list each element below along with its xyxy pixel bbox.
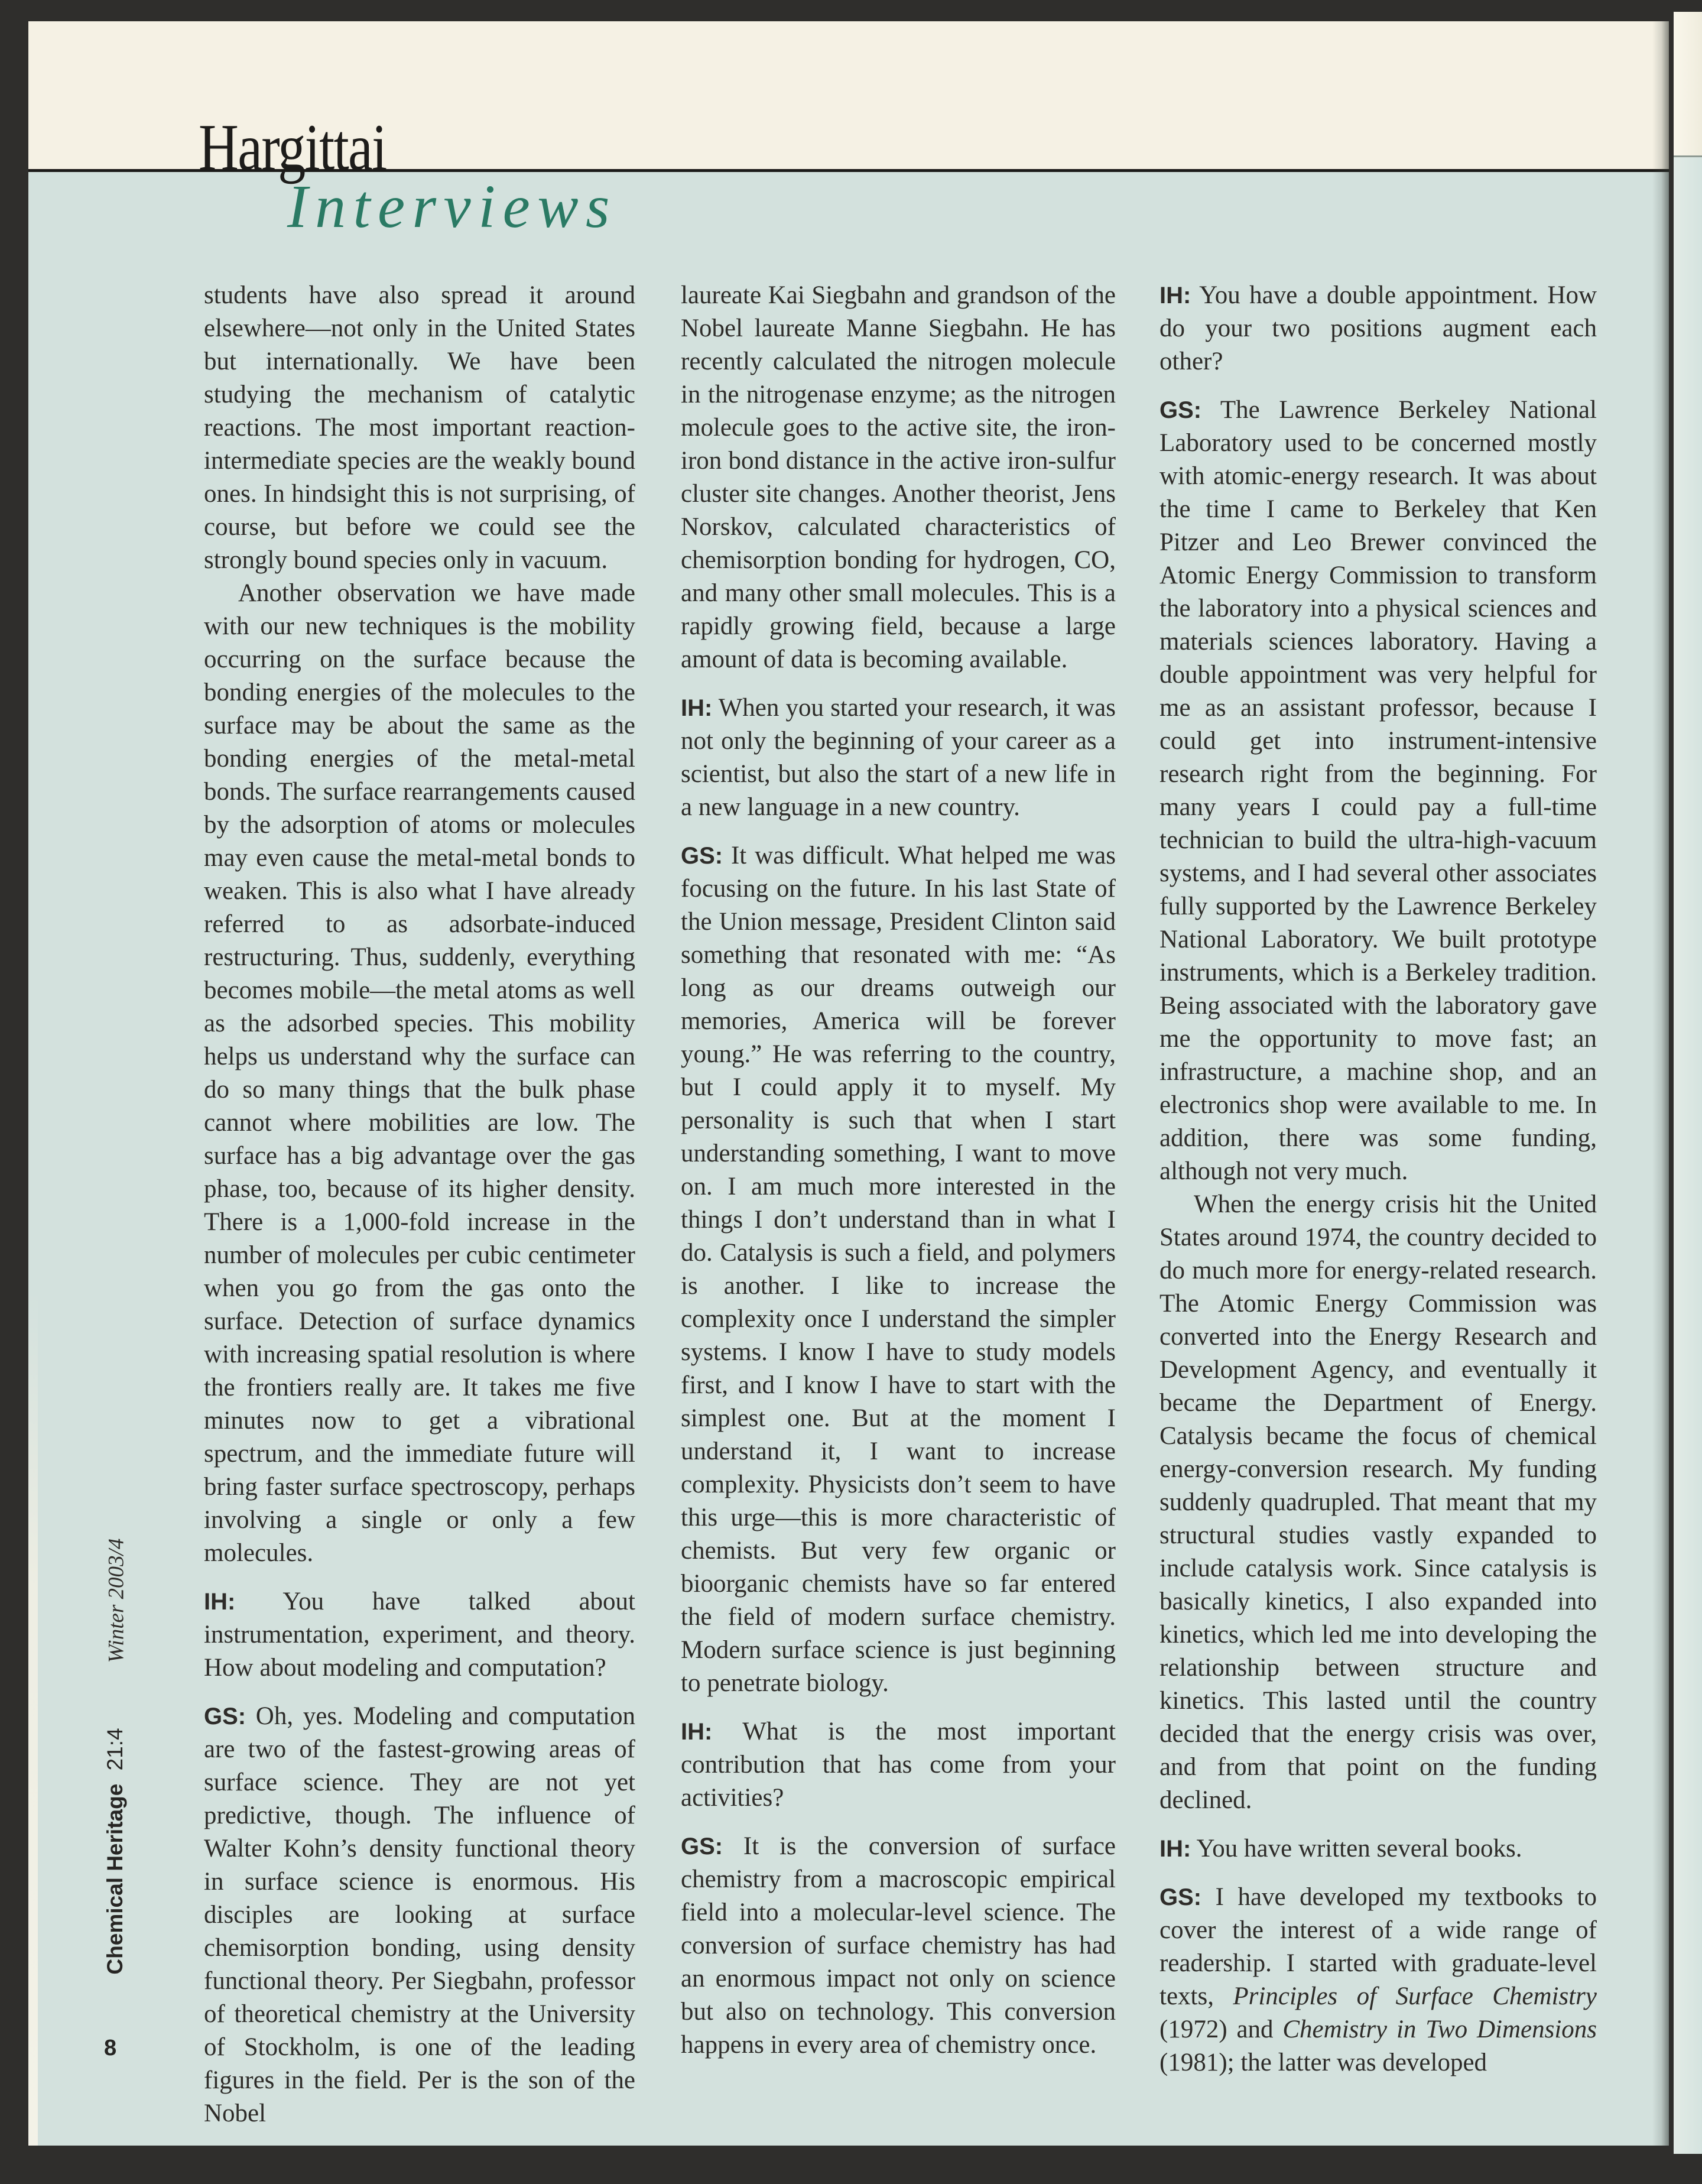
next-page-green [1674,157,1702,2154]
paragraph: When the energy crisis hit the United States around 1974, the country decided to do much more for energy-related research. The Atomic Energy Commission was converted into the Energy Research and Development Agency, and eventually it became the Department of Energy. Catalysis became the focus of chemical energy-conversion research. My funding suddenly quadrupled. That meant that my structural studies vastly expanded to include catalysis work. Since catalysis is basically kinetics, I also expanded into kinetics, which led me into developing the relationship between structure and kinetics. This lasted until the country decided that the energy crisis was over, and from that point on the funding declined. [1159,1190,1597,1814]
paragraph: GS: I have developed my textbooks to cover the interest of a wide range of readership. I started with graduate-level texts, Principles of Surface Chemistry (1972) and Chemistry in Two Dimensions (1981); the latter was developed [1159,1883,1597,2076]
paragraph: IH: You have written several books. [1159,1835,1522,1862]
speaker-label: GS: [1159,397,1202,423]
paragraph: IH: When you started your research, it was not only the beginning of your career as a scientist, but also the start of a new life in a new language in a new country. [681,694,1116,821]
paragraph: IH: What is the most important contribution that has come from your activities? [681,1718,1116,1812]
page-number: 8 [104,2036,117,2060]
next-page-edge [1674,12,1702,2154]
speaker-label: GS: [681,1833,723,1860]
page-subtitle: Interviews [287,173,618,241]
speaker-label: GS: [204,1703,246,1729]
page-edge-highlight [28,1292,38,2146]
paragraph: IH: You have a double appointment. How do your two positions augment each other? [1159,281,1597,375]
speaker-label: IH: [204,1589,236,1615]
paragraph: GS: The Lawrence Berkeley National Laboratory used to be concerned mostly with atomic-energy research. It was about the time I came to Berkeley that Ken Pitzer and Leo Brewer convinced the Atomic Energy Commission to transform the laboratory into a physical sciences and materials sciences laboratory. Having a double appointment was very helpful for me as an assistant professor, because I could get into instrument-intensive research right from the beginning. For many years I could pay a full-time technician to build the ultra-high-vacuum systems, and I had several other associates fully supported by the Lawrence Berkeley National Laboratory. We built prototype instruments, which is a Berkeley tradition. Being associated with the laboratory gave me the opportunity to move fast; an infrastructure, a machine shop, and an electronics shop were available to me. In addition, there was some funding, although not very much. [1159,396,1597,1185]
page-title: Hargittai [199,111,386,184]
speaker-label: IH: [681,1719,713,1745]
text-column [204,279,635,2130]
speaker-label: IH: [681,695,713,721]
speaker-label: IH: [1159,283,1191,309]
paragraph: GS: It is the conversion of surface chemistry from a macroscopic empirical field into a molecular-level science. The conversion of surface chemistry has had an enormous impact not only on science but also on technology. This conversion happens in every area of chemistry once. [681,1832,1116,2059]
paragraph: laureate Kai Siegbahn and grandson of the Nobel laureate Manne Siegbahn. He has recently calculated the nitrogen molecule in the nitrogenase enzyme; as the nitrogen molecule goes to the active site, the iron-iron bond distance in the active iron-sulfur cluster site changes. Another theorist, Jens Norskov, calculated characteristics of chemisorption bonding for hydrogen, CO, and many other small molecules. This is a rapidly growing field, because a large amount of data is becoming available. [681,281,1116,673]
paragraph: students have also spread it around elsewhere—not only in the United States but internationally. We have been studying the mechanism of catalytic reactions. The most important reaction-intermediate species are the weakly bound ones. In hindsight this is not surprising, of course, but before we could see the strongly bound species only in vacuum. [204,281,635,574]
page-fold-shadow [1652,21,1669,2146]
speaker-label: GS: [1159,1884,1202,1910]
paragraph: GS: Oh, yes. Modeling and computation are two of the fastest-growing areas of surface science. They are not yet predictive, though. The influence of Walter Kohn’s density functional theory in surface science is enormous. His disciples are looking at surface chemisorption bonding, using density functional theory. Per Siegbahn, professor of theoretical chemistry at the University of Stockholm, is one of the leading figures in the field. Per is the son of the Nobel [204,1702,635,2127]
sidebar-journal-label [103,1728,128,1974]
speaker-label: GS: [681,843,723,869]
journal-volume: 21:4 [103,1728,127,1771]
book-title: Chemistry in Two Dimensions [1282,2016,1597,2043]
book-title: Principles of Surface Chemistry [1233,1982,1597,2010]
paragraph: Another observation we have made with our new techniques is the mobility occurring on the surface because the bonding energies of the molecules to the surface may be about the same as the bonding energies of the metal-metal bonds. The surface rearrangements caused by the adsorption of atoms or molecules may even cause the metal-metal bonds to weaken. This is also what I have already referred to as adsorbate-induced restructuring. Thus, suddenly, everything becomes mobile—the metal atoms as well as the adsorbed species. This mobility helps us understand why the surface can do so many things that the bulk phase cannot where mobilities are low. The surface has a big advantage over the gas phase, too, because of its higher density. There is a 1,000-fold increase in the number of molecules per cubic centimeter when you go from the gas onto the surface. Detection of surface dynamics with increasing spatial resolution is where the frontiers really are. It takes me five minutes now to get a vibrational spectrum, and the immediate future will bring faster surface spectroscopy, perhaps involving a single or only a few molecules. [204,579,635,1567]
sidebar-issue-label: Winter 2003/4 [104,1538,129,1663]
journal-name: Chemical Heritage [103,1783,127,1975]
paragraph: GS: It was difficult. What helped me was focusing on the future. In his last State of the Union message, President Clinton said something that resonated with me: “As long as our dreams outweigh our memories, America will be forever young.” He was referring to the country, but I could apply it to myself. My personality is such that when I start understanding something, I want to move on. I am much more interested in the things I don’t understand than in what I do. Catalysis is such a field, and polymers is another. I like to increase the complexity once I understand the simpler systems. I know I have to study models first, and I know I have to start with the simplest one. But at the moment I understand it, I want to increase complexity. Physicists don’t seem to have this urge—this is more characteristic of chemists. But very few organic or bioorganic chemists have so far entered the field of modern surface chemistry. Modern surface science is just beginning to penetrate biology. [681,842,1116,1697]
magazine-page [28,21,1669,2146]
paragraph: IH: You have talked about instrumentation, experiment, and theory. How about modeling and computation? [204,1588,635,1682]
speaker-label: IH: [1159,1836,1191,1862]
text-column [681,279,1116,2062]
text-column [1159,279,1597,2079]
